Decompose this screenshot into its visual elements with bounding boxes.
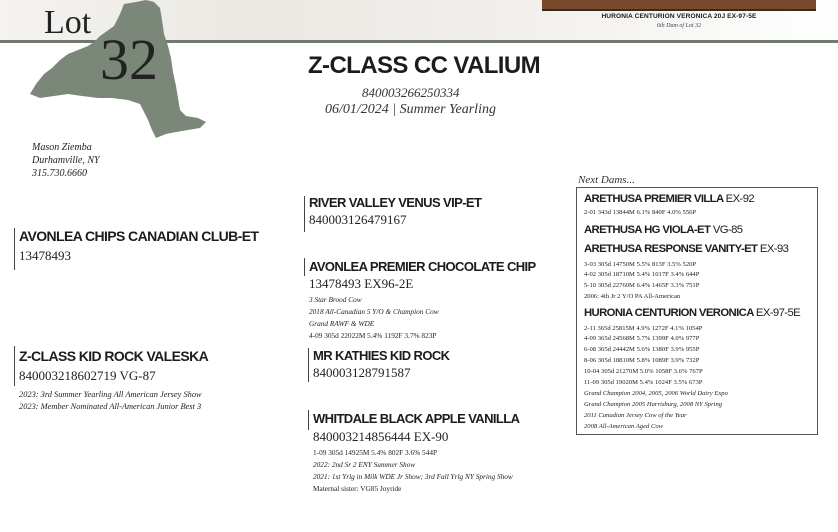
dam-dam-footer: Maternal sister: VG85 Joyride <box>313 484 402 493</box>
next-dam-record: 2-01 343d 13844M 6.1% 840F 4.0% 556P <box>584 209 697 216</box>
sire-dam-bracket <box>304 258 305 276</box>
animal-name: Z-CLASS CC VALIUM <box>308 52 541 79</box>
next-dam-record: 3-03 305d 14750M 5.5% 813F 3.5% 520P <box>584 261 697 268</box>
next-dam-name: ARETHUSA PREMIER VILLA EX-92 <box>584 193 755 205</box>
dam-sire-bracket <box>308 348 309 382</box>
next-dam-record: 2-11 365d 25815M 4.9% 1272F 4.1% 1054P <box>584 325 703 332</box>
next-dams-label: Next Dams... <box>578 174 635 186</box>
photo-subcaption: 6th Dam of Lot 32 <box>656 23 701 29</box>
next-dam-note: 2011 Canadian Jersey Cow of the Year <box>584 412 687 419</box>
sire-dam-note: Grand RAWF & WDE <box>309 319 375 328</box>
next-dam-note: Grand Champion 2004, 2005, 2006 World Dairy Expo <box>584 390 728 397</box>
dam-dam-registration: 840003214856444 EX-90 <box>313 429 449 444</box>
sire-name: AVONLEA CHIPS CANADIAN CLUB-ET <box>19 228 259 244</box>
dam-dam-bracket <box>308 410 309 430</box>
dam-note: 2023: Member Nominated All-American Junior Best 3 <box>19 402 202 411</box>
next-dam-note: 2008 All-American Aged Cow <box>584 423 664 430</box>
sire-registration: 13478493 <box>19 248 71 263</box>
dam-dam-name: WHITDALE BLACK APPLE VANILLA <box>313 411 520 426</box>
next-dam-record: 10-04 305d 21270M 5.0% 1058F 3.6% 767P <box>584 368 703 375</box>
animal-registration: 840003266250334 <box>362 85 460 100</box>
dam-dam-note: 2021: 1st Yrlg in Milk WDE Jr Show; 3rd Fall Yrlg NY Spring Show <box>313 472 513 481</box>
next-dam-note: Grand Champion 2005 Harrisburg, 2008 NY Spring <box>584 401 723 408</box>
sire-sire-name: RIVER VALLEY VENUS VIP-ET <box>309 195 482 210</box>
lot-number: 32 <box>100 27 158 92</box>
next-dam-record: 4-02 305d 18710M 5.4% 1017F 3.4% 644P <box>584 271 700 278</box>
dam-dam-note: 2022: 2nd Sr 2 ENY Summer Show <box>313 460 416 469</box>
consignor-name: Mason Ziemba <box>32 142 92 153</box>
next-dam-record: 4-09 365d 24568M 5.7% 1399F 4.0% 977P <box>584 335 700 342</box>
dam-bracket <box>14 346 15 386</box>
next-dam-record: 11-09 305d 19020M 5.4% 1024F 3.5% 673P <box>584 379 703 386</box>
dam-name: Z-CLASS KID ROCK VALESKA <box>19 348 209 364</box>
sire-dam-note: 2018 All-Canadian 5 Y/O & Champion Cow <box>309 307 439 316</box>
photo-caption: HURONIA CENTURION VERONICA 20J EX-97-5E <box>601 13 757 20</box>
animal-birth-line: 06/01/2024 | Summer Yearling <box>325 102 496 117</box>
sire-dam-name: AVONLEA PREMIER CHOCOLATE CHIP <box>309 259 536 274</box>
next-dam-record: 6-08 365d 24442M 5.6% 1380F 3.9% 955P <box>584 346 700 353</box>
dam-sire-registration: 840003128791587 <box>313 365 411 380</box>
sire-sire-registration: 840003126479167 <box>309 212 407 227</box>
dam-registration: 840003218602719 VG-87 <box>19 368 156 383</box>
sire-dam-note: 3 Star Brood Cow <box>309 295 362 304</box>
sire-dam-record: 4-09 305d 22022M 5.4% 1192F 3.7% 823P <box>309 331 437 340</box>
next-dam-name: ARETHUSA RESPONSE VANITY-ET EX-93 <box>584 243 789 255</box>
next-dam-record: 5-10 305d 22760M 6.4% 1465F 3.3% 751P <box>584 282 700 289</box>
dam-note: 2023: 3rd Summer Yearling All American Jersey Show <box>19 390 202 399</box>
cow-photo-strip <box>542 0 816 11</box>
next-dam-name: HURONIA CENTURION VERONICA EX-97-5E <box>584 307 801 319</box>
dam-dam-record: 1-09 305d 14925M 5.4% 802F 3.6% 544P <box>313 448 438 457</box>
consignor-location: Durhamville, NY <box>32 155 100 166</box>
sire-sire-bracket <box>304 196 305 232</box>
next-dam-name: ARETHUSA HG VIOLA-ET VG-85 <box>584 224 743 236</box>
lot-label: Lot <box>44 4 92 41</box>
consignor-phone: 315.730.6660 <box>32 168 87 179</box>
sire-bracket <box>14 228 15 270</box>
dam-sire-name: MR KATHIES KID ROCK <box>313 348 450 363</box>
next-dam-record: 2006: 4th Jr 2 Y/O PA All-American <box>584 293 681 300</box>
next-dam-record: 8-06 305d 18810M 5.8% 1089F 3.9% 732P <box>584 357 700 364</box>
sire-dam-registration: 13478493 EX96-2E <box>309 276 414 291</box>
